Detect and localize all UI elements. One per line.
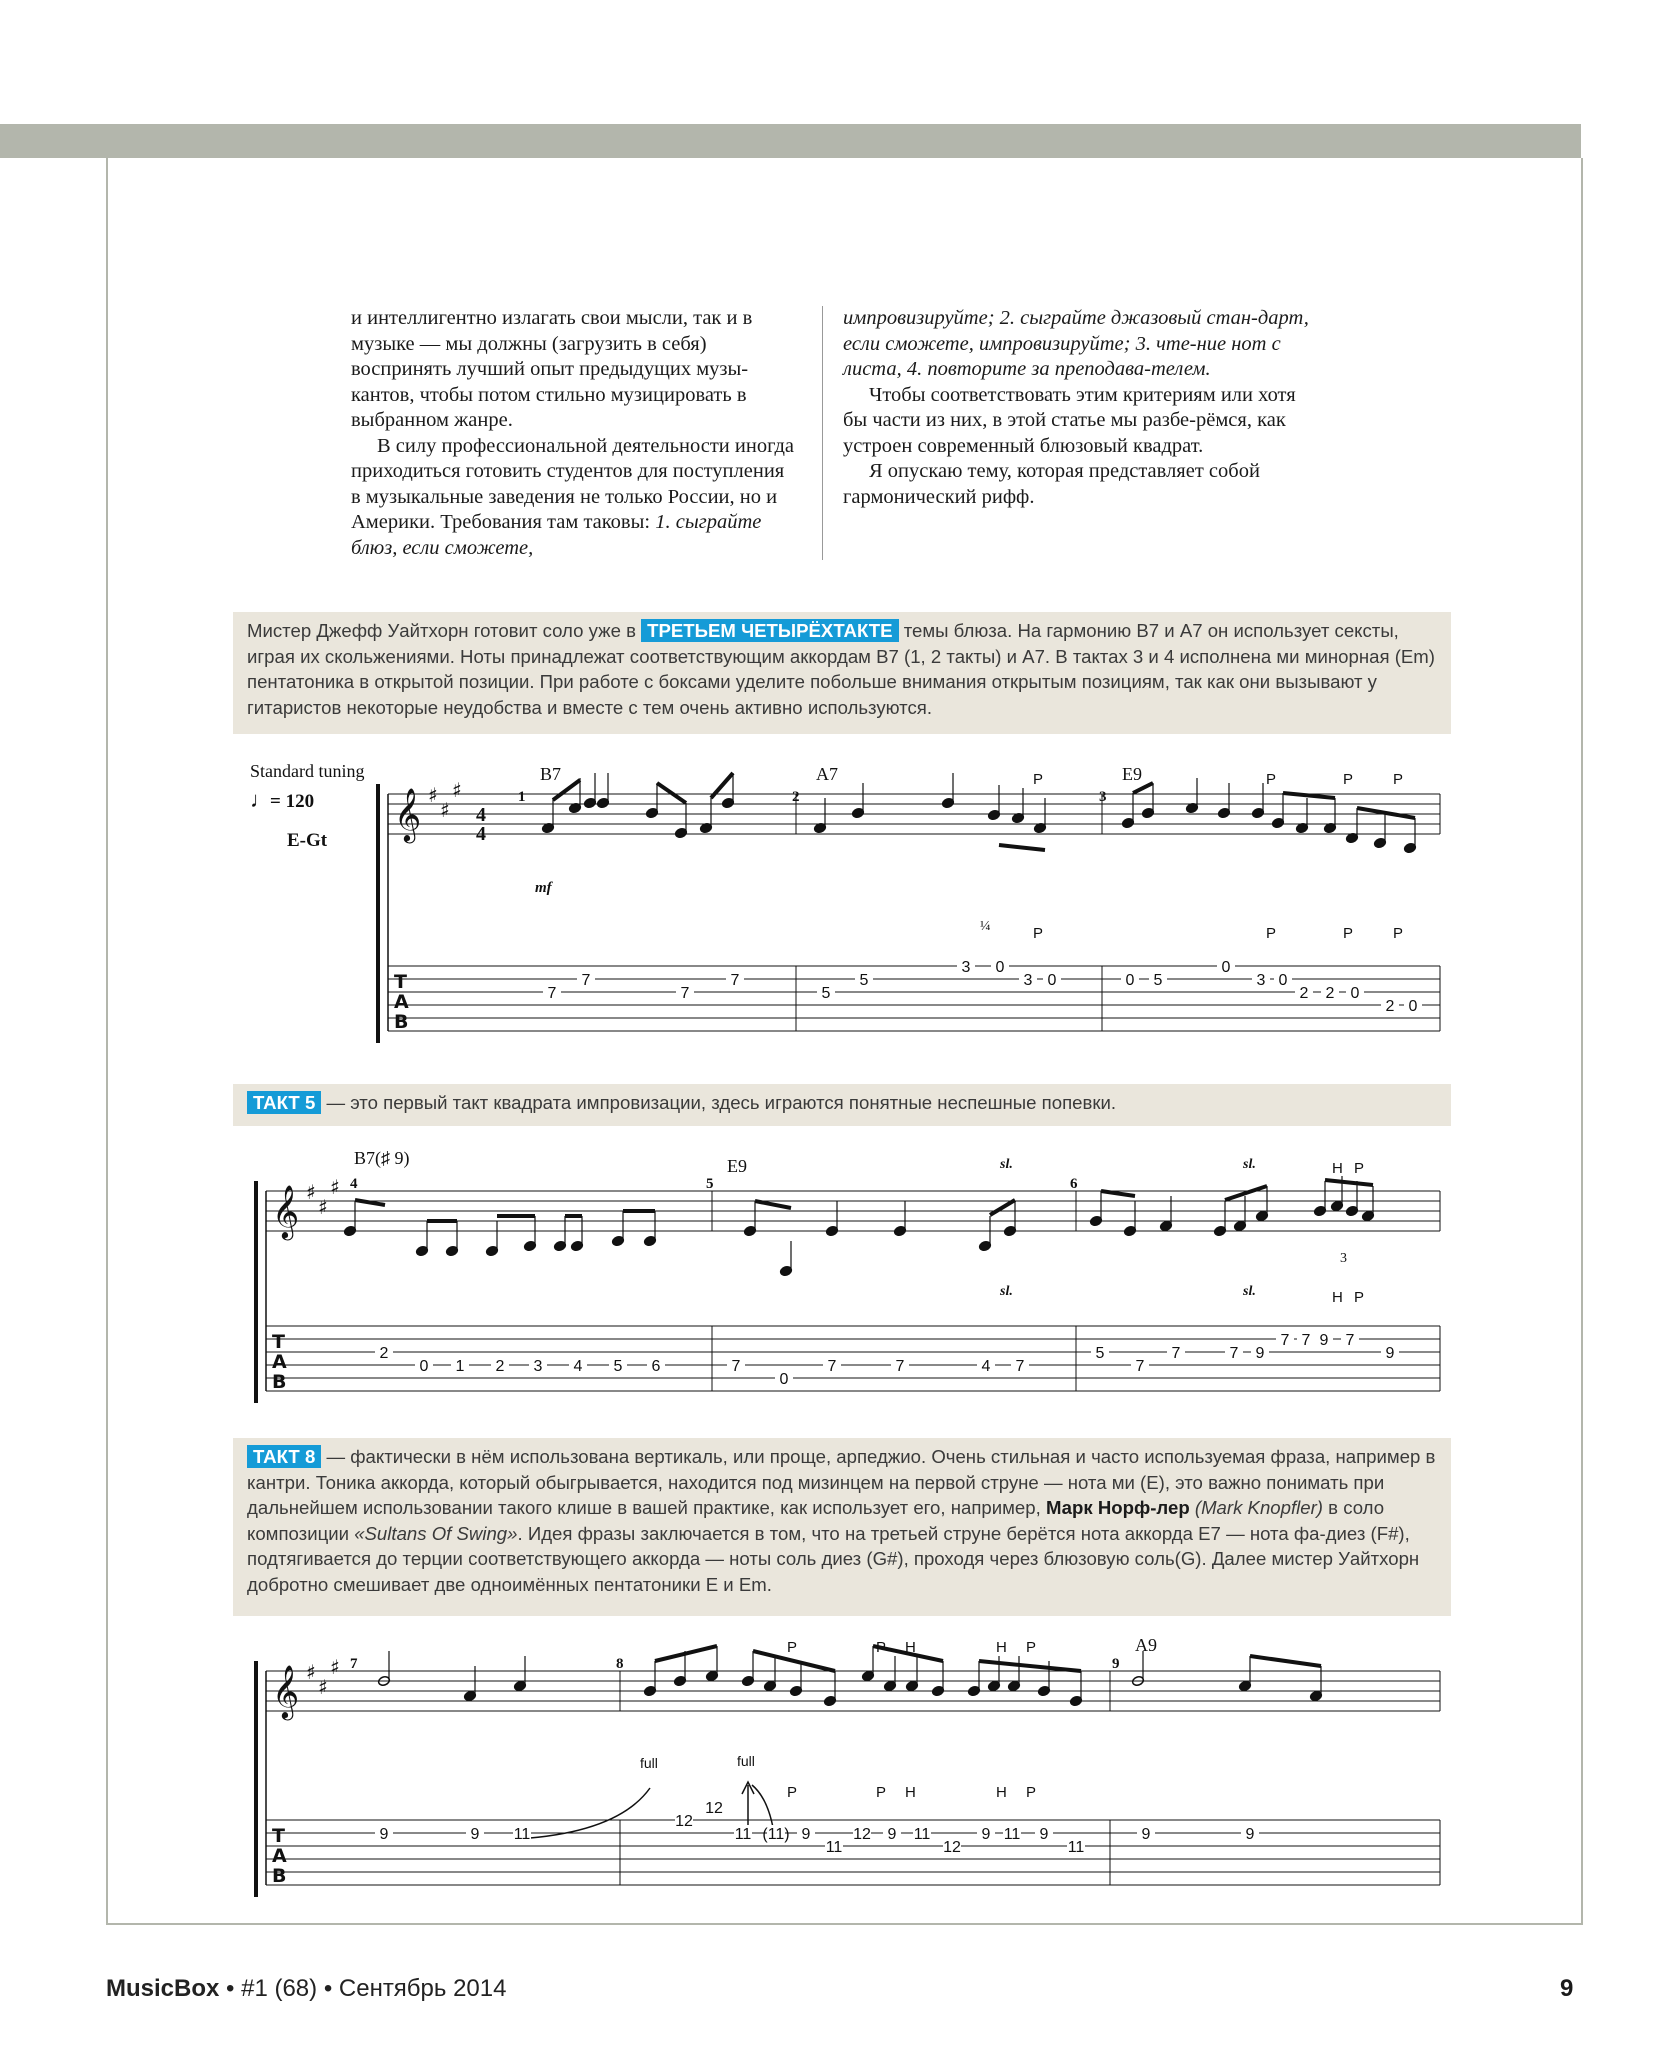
paragraph: импровизируйте; 2. сыграйте джазовый стан-дарт, если сможете, импровизируйте; 3. чте-ние нот с листа, 4. повторите за преподава-телем.	[843, 307, 1309, 380]
tab-number: 0	[1350, 985, 1360, 1002]
beam	[1325, 1180, 1373, 1185]
technique-mark: H	[1332, 1160, 1343, 1177]
tab-number: 4	[573, 1358, 583, 1375]
tab-numbers	[375, 958, 1422, 1856]
tab-number: 7	[547, 985, 557, 1002]
bend-label: full	[737, 1753, 755, 1769]
tab-number: 11	[913, 1826, 931, 1843]
technique-mark: H	[905, 1639, 916, 1656]
tab-clef-icon: B	[272, 1865, 287, 1887]
issue-info: • #1 (68) • Сентябрь 2014	[226, 1975, 507, 2002]
technique-mark: P	[1026, 1784, 1037, 1801]
measure-number: 3	[1099, 789, 1107, 805]
measure-number: 5	[706, 1176, 714, 1192]
technique-mark: P	[1266, 771, 1277, 788]
beam	[655, 1646, 717, 1661]
time-signature-top: 4	[476, 804, 486, 826]
tab-number: 3	[961, 959, 971, 976]
tab-number: 11	[513, 1826, 531, 1843]
tab-number: 9	[1255, 1345, 1265, 1362]
dynamic-mark: mf	[535, 880, 552, 896]
tab-clef-icon: T	[394, 971, 407, 993]
paragraph: В силу профессиональной деятельности иногда приходиться готовить студентов для поступления в музыкальные заведения не только России, но и Америки. Требования там таковы: 1. сыграйте блюз, если сможете,	[351, 434, 794, 559]
tab-number: 9	[1319, 1332, 1329, 1349]
beam	[1225, 1186, 1267, 1200]
tab-number: 0	[995, 959, 1005, 976]
tab-clef-icon: A	[394, 991, 409, 1013]
tab-number: 0	[1047, 972, 1057, 989]
tab-number: 5	[821, 985, 831, 1002]
tab-clef-icon: T	[272, 1331, 285, 1353]
tab-number: 7	[1171, 1345, 1181, 1362]
time-signature-bottom: 4	[476, 823, 486, 845]
tab-number: 0	[1221, 959, 1231, 976]
tab-number: 9	[1245, 1826, 1255, 1843]
treble-clef-icon: 𝄞	[272, 1184, 300, 1238]
chord-symbol: E9	[727, 1156, 747, 1176]
tab-clef-icon: T	[272, 1825, 285, 1847]
tab-number: 6	[651, 1358, 661, 1375]
tab-number: 3	[1256, 972, 1266, 989]
sharp-icon: ♯	[428, 783, 438, 807]
sharp-icon: ♯	[330, 1655, 340, 1679]
tab-number: 0	[1125, 972, 1135, 989]
sharp-icon: ♯	[306, 1660, 316, 1684]
chord-symbol: E9	[1122, 764, 1142, 784]
tab-number: 0	[419, 1358, 429, 1375]
tab-number: 3	[1023, 972, 1033, 989]
staff-lines	[256, 784, 1440, 1897]
slide-mark: sl.	[1000, 1157, 1013, 1172]
quarter-note-icon: ♩	[250, 787, 272, 812]
chord-symbol: B7	[540, 764, 562, 784]
technique-mark: P	[876, 1784, 887, 1801]
tab-number: 9	[1141, 1826, 1151, 1843]
sharp-icon: ♯	[318, 1195, 328, 1219]
technique-mark: P	[1354, 1289, 1365, 1306]
bend-arrow	[530, 1788, 650, 1838]
tab-number: 9	[801, 1826, 811, 1843]
tab-number: 1	[455, 1358, 465, 1375]
sharp-icon: ♯	[330, 1175, 340, 1199]
treble-clef-icon: 𝄞	[394, 787, 422, 841]
measure-number: 8	[616, 1656, 624, 1672]
technique-mark: P	[1266, 925, 1277, 942]
sharp-icon: ♯	[452, 778, 462, 802]
magazine-name: MusicBox	[106, 1975, 220, 2002]
beam	[999, 845, 1045, 850]
tab-number: 5	[1095, 1345, 1105, 1362]
measure-number: 1	[518, 789, 526, 805]
instrument-label: E-Gt	[287, 830, 328, 851]
paragraph: Чтобы соответствовать этим критериям или хотя бы части из них, в этой статье мы разбе-рёмся, как устроен современный блюзовый квадрат.	[843, 383, 1296, 457]
tab-number: 9	[470, 1826, 480, 1843]
tab-number: 0	[1278, 972, 1288, 989]
tab-number: 12	[675, 1813, 693, 1830]
technique-mark: P	[1343, 925, 1354, 942]
tab-number: 7	[1229, 1345, 1239, 1362]
tab-number: 9	[1385, 1345, 1395, 1362]
tab-number: 9	[379, 1826, 389, 1843]
beam	[755, 1201, 791, 1208]
tab-number: 7	[1301, 1332, 1311, 1349]
tab-number: 9	[887, 1826, 897, 1843]
technique-mark: P	[1393, 925, 1404, 942]
technique-mark: P	[1033, 771, 1044, 788]
sharp-icon: ♯	[306, 1180, 316, 1204]
measure-number: 7	[350, 1656, 358, 1672]
technique-mark: H	[1332, 1289, 1343, 1306]
tab-number: 5	[859, 972, 869, 989]
tab-number: 12	[705, 1800, 723, 1817]
chord-symbol: B7(♯ 9)	[354, 1148, 410, 1168]
tab-clef-icon: A	[272, 1351, 287, 1373]
bend-arrow	[742, 1782, 754, 1828]
measure-number: 6	[1070, 1176, 1078, 1192]
note-box-3: ТАКТ 8 — фактически в нём использована вертикаль, или проще, арпеджио. Очень стильная и часто используемая фраза, например в кантри. Тоника аккорда, который обыгрывается, находится под мизинцем на первой струне — нота ми (E), это важно понимать при дальнейшем использовании такого клише в вашей практике, как использует его, например, Марк Норф-лер (Mark Knopfler) в соло композиции «Sultans Of Swing». Идея фразы заключается в том, что на третьей струне берётся нота аккорда E7 — нота фа-диез (F#), подтягивается до терции соответствующего аккорда — ноты соль диез (G#), проходя через блюзовую соль(G). Далее мистер Уайтхорн добротно смешивает две одноимённых пентатоники E и Em.	[233, 1438, 1451, 1616]
technique-mark: P	[1393, 771, 1404, 788]
technique-mark: H	[996, 1639, 1007, 1656]
tab-number: 3	[533, 1358, 543, 1375]
tab-number: (11)	[762, 1826, 790, 1843]
tab-number: 11	[825, 1839, 843, 1856]
tab-number: 0	[779, 1371, 789, 1388]
note-box-2: ТАКТ 5 — это первый такт квадрата импровизации, здесь играются понятные неспешные попевки.	[233, 1084, 1451, 1126]
beam	[979, 1661, 1081, 1671]
tab-number: 7	[680, 985, 690, 1002]
bend-amount: ¼	[980, 919, 991, 934]
tab-clef-icon: A	[272, 1845, 287, 1867]
slide-mark: sl.	[1243, 1157, 1256, 1172]
highlight-label: ТАКТ 5	[247, 1091, 321, 1114]
treble-clef-icon: 𝄞	[272, 1664, 300, 1718]
highlight-label: ТАКТ 8	[247, 1445, 321, 1468]
tab-number: 2	[1325, 985, 1335, 1002]
beam	[1250, 1656, 1321, 1666]
measure-number: 2	[792, 789, 800, 805]
tab-number: 9	[1039, 1826, 1049, 1843]
paragraph: Я опускаю тему, которая представляет собой гармонический рифф.	[843, 460, 1260, 508]
paragraph: и интеллигентно излагать свои мысли, так и в музыке — мы должны (загрузить в себя) воспринять лучший опыт предыдущих музы-кантов, чтобы потом стильно музицировать в выбранном жанре.	[351, 307, 753, 431]
technique-mark: P	[1026, 1639, 1037, 1656]
tab-number: 5	[1153, 972, 1163, 989]
tab-number: 2	[1299, 985, 1309, 1002]
technique-mark: P	[1354, 1160, 1365, 1177]
tab-number: 7	[730, 972, 740, 989]
tempo-label: = 120	[270, 791, 315, 812]
tab-number: 7	[895, 1358, 905, 1375]
slide-mark: sl.	[1000, 1284, 1013, 1299]
sharp-icon: ♯	[318, 1675, 328, 1699]
note-box-1: Мистер Джефф Уайтхорн готовит соло уже в ТРЕТЬЕМ ЧЕТЫРЁХТАКТЕ темы блюза. На гармонию B7 и A7 он использует сексты, играя их скольжениями. Ноты принадлежат соответствующим аккордам B7 (1, 2 такты) и A7. В тактах 3 и 4 исполнена ми минорная (Em) пентатоника в открытой позиции. При работе с боксами уделите побольше внимания открытым позициям, так как они вызывают у гитаристов некоторые неудобства и вместе с тем очень активно используются.	[233, 612, 1451, 734]
sharp-icon: ♯	[440, 798, 450, 822]
measure-number: 9	[1112, 1656, 1120, 1672]
tab-clef-icon: B	[272, 1371, 287, 1393]
tab-clef-icon: B	[394, 1011, 409, 1033]
tab-number: 11	[1067, 1839, 1085, 1856]
technique-mark: P	[1033, 925, 1044, 942]
slide-mark: sl.	[1243, 1284, 1256, 1299]
beam	[657, 783, 686, 803]
tab-number: 4	[981, 1358, 991, 1375]
tab-number: 7	[1345, 1332, 1355, 1349]
tab-number: 7	[1135, 1358, 1145, 1375]
beam	[1133, 783, 1153, 793]
technique-mark: P	[1343, 771, 1354, 788]
tab-number: 11	[734, 1826, 752, 1843]
beam	[990, 1200, 1015, 1215]
tab-number: 5	[613, 1358, 623, 1375]
tab-number: 7	[731, 1358, 741, 1375]
page-number: 9	[1560, 1975, 1574, 2002]
footer	[106, 1975, 506, 2003]
technique-mark: H	[905, 1784, 916, 1801]
bend-label: full	[640, 1755, 658, 1771]
tab-number: 7	[1280, 1332, 1290, 1349]
technique-mark: P	[787, 1784, 798, 1801]
tab-number: 9	[981, 1826, 991, 1843]
tab-number: 7	[827, 1358, 837, 1375]
notes	[272, 773, 1417, 1887]
tab-number: 0	[1408, 998, 1418, 1015]
technique-mark: P	[787, 1639, 798, 1656]
tab-number: 11	[1003, 1826, 1021, 1843]
tab-number: 7	[581, 972, 591, 989]
tab-number: 2	[495, 1358, 505, 1375]
chord-symbol: A7	[816, 764, 838, 784]
beam	[1101, 1191, 1135, 1196]
tab-number: 2	[1385, 998, 1395, 1015]
beam	[1357, 808, 1415, 818]
tab-number: 2	[379, 1345, 389, 1362]
chord-symbol: A9	[1135, 1635, 1157, 1655]
tab-number: 12	[943, 1839, 961, 1856]
tuning-label: Standard tuning	[250, 761, 365, 781]
measure-number: 4	[350, 1176, 358, 1192]
highlight-label: ТРЕТЬЕМ ЧЕТЫРЁХТАКТЕ	[641, 619, 898, 642]
technique-mark: H	[996, 1784, 1007, 1801]
tab-number: 7	[1015, 1358, 1025, 1375]
tab-number: 12	[853, 1826, 871, 1843]
triplet-mark: 3	[1340, 1251, 1347, 1266]
